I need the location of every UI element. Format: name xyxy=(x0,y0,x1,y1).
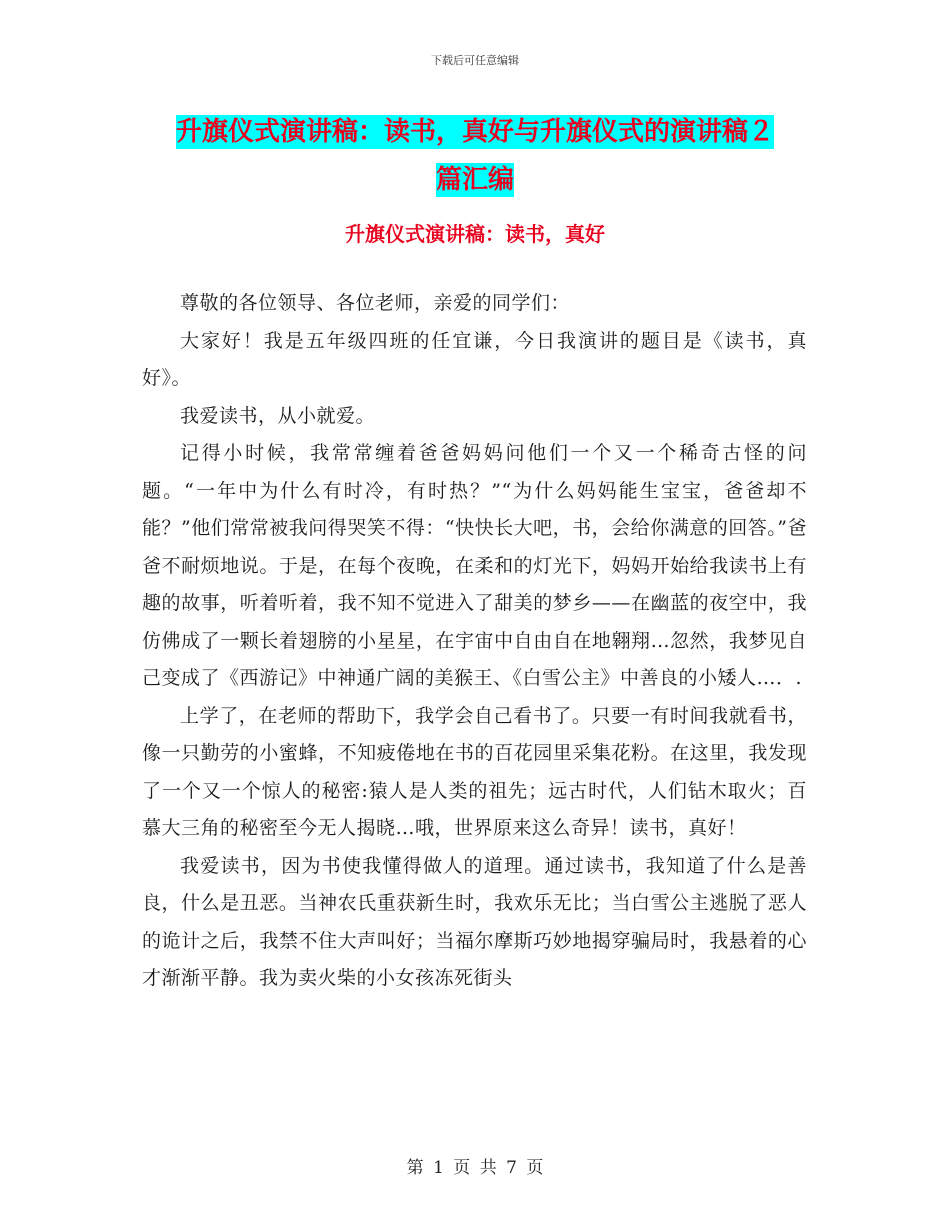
paragraph-childhood: 记得小时候，我常常缠着爸爸妈妈问他们一个又一个稀奇古怪的问题。“一年中为什么有时冷，有时热？”“为什么妈妈能生宝宝，爸爸却不能？”他们常常被我问得哭笑不得：“快快长大吧，书，会给你满意的回答。”爸爸不耐烦地说。于是，在每个夜晚，在柔和的灯光下，妈妈开始给我读书上有趣的故事，听着听着，我不知不觉进入了甜美的梦乡——在幽蓝的夜空中，我仿佛成了一颗长着翅膀的小星星，在宇宙中自由自在地翱翔…忽然，我梦见自己变成了《西游记》中神通广阔的美猴王、《白雪公主》中善良的小矮人…．. xyxy=(142,442,807,689)
document-title-line-2: 篇汇编 xyxy=(435,165,514,195)
paragraph-love-reading: 我爱读书，从小就爱。 xyxy=(180,404,376,427)
header-note: 下载后可任意编辑 xyxy=(431,54,519,67)
speech-body xyxy=(142,285,807,998)
document-title-line-1: 升旗仪式演讲稿：读书，真好与升旗仪式的演讲稿２ xyxy=(175,117,774,147)
paragraph-school: 上学了，在老师的帮助下，我学会自己看书了。只要一有时间我就看书，像一只勤劳的小蜜蜂，不知疲倦地在书的百花园里采集花粉。在这里，我发现了一个又一个惊人的秘密:猿人是人类的祖先；远古时代，人们钻木取火；百慕大三角的秘密至今无人揭晓…哦，世界原来这么奇异！读书，真好！ xyxy=(142,704,807,839)
paragraph-greeting: 大家好！我是五年级四班的任宜谦，今日我演讲的题目是《读书，真好》。 xyxy=(142,329,807,389)
section-title: 升旗仪式演讲稿：读书，真好 xyxy=(345,222,605,246)
page-number-footer: 第 1 页 共 7 页 xyxy=(406,1158,544,1178)
paragraph-lessons: 我爱读书，因为书使我懂得做人的道理。通过读书，我知道了什么是善良，什么是丑恶。当神农氏重获新生时，我欢乐无比；当白雪公主逃脱了恶人的诡计之后，我禁不住大声叫好；当福尔摩斯巧妙地揭穿骗局时，我悬着的心才渐渐平静。我为卖火柴的小女孩冻死街头 xyxy=(142,854,807,989)
paragraph-salutation: 尊敬的各位领导、各位老师，亲爱的同学们： xyxy=(180,292,571,314)
document-title xyxy=(140,108,810,204)
